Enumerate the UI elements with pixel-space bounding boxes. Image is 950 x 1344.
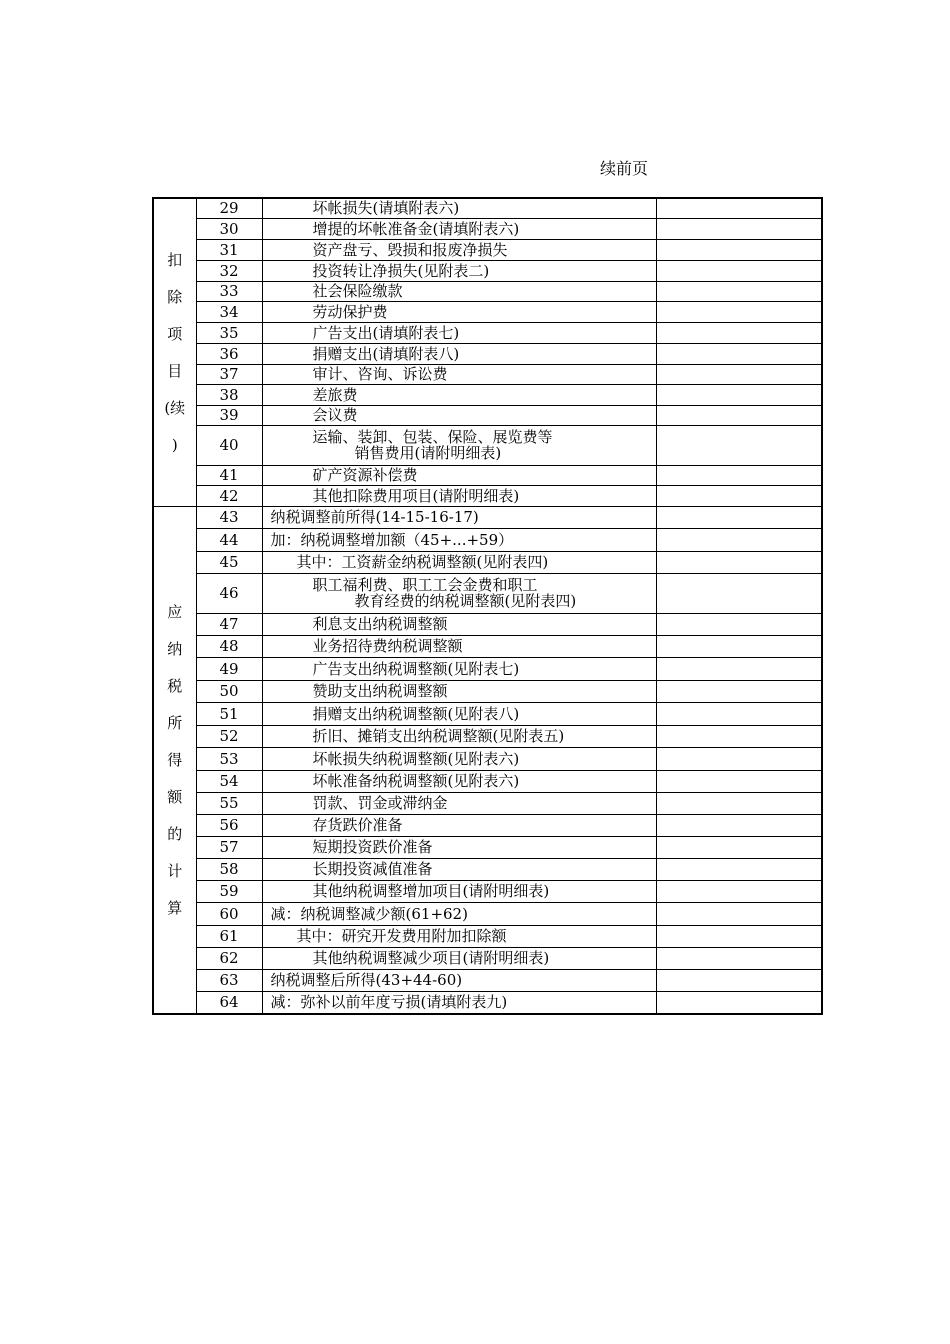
table-row (153, 551, 822, 573)
item-text: 加：纳税调整增加额（45+...+59） (270, 530, 514, 549)
item-description (262, 343, 656, 364)
amount-cell[interactable] (656, 551, 822, 573)
row-number: 59 (196, 880, 262, 902)
amount-cell[interactable] (656, 792, 822, 814)
table-row (153, 880, 822, 902)
row-number: 38 (196, 384, 262, 405)
row-number: 57 (196, 836, 262, 858)
item-description (262, 506, 656, 528)
table-row (153, 465, 822, 485)
amount-cell[interactable] (656, 528, 822, 551)
item-description (262, 528, 656, 551)
amount-cell[interactable] (656, 506, 822, 528)
section-char: 额 (167, 787, 183, 806)
table-row (153, 858, 822, 880)
row-number: 41 (196, 465, 262, 485)
continued-label: 续前页 (600, 159, 649, 178)
row-number: 52 (196, 725, 262, 747)
table-row (153, 364, 822, 384)
table-row (153, 680, 822, 702)
amount-cell[interactable] (656, 364, 822, 384)
section-char: 税 (167, 676, 183, 695)
row-number: 36 (196, 343, 262, 364)
table-row (153, 836, 822, 858)
table-row (153, 384, 822, 405)
section-char: 纳 (167, 639, 183, 658)
item-description (262, 902, 656, 925)
section-char: 得 (167, 750, 183, 769)
table-row (153, 218, 822, 239)
row-number: 42 (196, 485, 262, 506)
item-description (262, 364, 656, 384)
item-description (262, 573, 656, 613)
item-text: 坏帐损失纳税调整额(见附表六) (312, 749, 520, 768)
item-description (262, 465, 656, 485)
row-number: 33 (196, 281, 262, 301)
amount-cell[interactable] (656, 635, 822, 657)
row-number: 47 (196, 613, 262, 635)
amount-cell[interactable] (656, 880, 822, 902)
section-char: 所 (167, 713, 183, 732)
amount-cell[interactable] (656, 301, 822, 322)
item-description (262, 702, 656, 725)
amount-cell[interactable] (656, 814, 822, 836)
row-number: 32 (196, 260, 262, 281)
item-text: 差旅费 (312, 385, 358, 404)
item-description (262, 322, 656, 343)
item-text: 业务招待费纳税调整额 (312, 637, 463, 655)
section-char: 计 (167, 861, 183, 880)
item-description (262, 485, 656, 506)
table-row (153, 322, 822, 343)
item-description (262, 198, 656, 218)
amount-cell[interactable] (656, 405, 822, 425)
item-description (262, 747, 656, 770)
row-number: 56 (196, 814, 262, 836)
table-row (153, 425, 822, 465)
row-number: 63 (196, 969, 262, 991)
amount-cell[interactable] (656, 969, 822, 991)
item-description (262, 613, 656, 635)
table-row (153, 969, 822, 991)
item-text: 存货跌价准备 (312, 816, 403, 834)
table-row (153, 925, 822, 947)
item-text: 会议费 (312, 406, 358, 424)
item-description (262, 657, 656, 680)
table-row (153, 702, 822, 725)
table-row (153, 814, 822, 836)
table-row (153, 947, 822, 969)
item-text: 劳动保护费 (312, 302, 388, 321)
item-description (262, 425, 656, 465)
row-number: 37 (196, 364, 262, 384)
item-text: 其中：工资薪金纳税调整额(见附表四) (296, 553, 549, 571)
row-number: 54 (196, 770, 262, 792)
item-description (262, 405, 656, 425)
item-text: 坏帐准备纳税调整额(见附表六) (312, 772, 520, 790)
table-row (153, 991, 822, 1014)
item-description (262, 551, 656, 573)
item-text: 广告支出纳税调整额(见附表七) (312, 659, 520, 678)
table-row (153, 613, 822, 635)
amount-cell[interactable] (656, 198, 822, 218)
table-row (153, 747, 822, 770)
amount-cell[interactable] (656, 702, 822, 725)
amount-cell[interactable] (656, 947, 822, 969)
amount-cell[interactable] (656, 239, 822, 260)
item-text: 赞助支出纳税调整额 (312, 682, 448, 700)
table-row (153, 343, 822, 364)
amount-cell[interactable] (656, 260, 822, 281)
row-number: 53 (196, 747, 262, 770)
row-number: 61 (196, 925, 262, 947)
row-number: 29 (196, 198, 262, 218)
item-text: 捐赠支出(请填附表八) (312, 344, 460, 363)
item-description (262, 281, 656, 301)
item-description (262, 725, 656, 747)
row-number: 31 (196, 239, 262, 260)
item-description (262, 925, 656, 947)
item-description (262, 792, 656, 814)
item-description (262, 770, 656, 792)
row-number: 49 (196, 657, 262, 680)
row-number: 40 (196, 425, 262, 465)
amount-cell[interactable] (656, 680, 822, 702)
item-description (262, 239, 656, 260)
item-description (262, 858, 656, 880)
amount-cell[interactable] (656, 991, 822, 1014)
table-row (153, 573, 822, 613)
table-row (153, 281, 822, 301)
amount-cell[interactable] (656, 613, 822, 635)
item-text: 其他纳税调整增加项目(请附明细表) (312, 882, 550, 900)
amount-cell[interactable] (656, 343, 822, 364)
section-char: 除 (167, 287, 183, 306)
amount-cell[interactable] (656, 925, 822, 947)
item-description (262, 384, 656, 405)
row-number: 48 (196, 635, 262, 657)
section-char: (续 (164, 398, 186, 417)
table-row (153, 725, 822, 747)
amount-cell[interactable] (656, 218, 822, 239)
item-text: 运输、装卸、包装、保险、展览费等 (312, 428, 553, 446)
row-number: 51 (196, 702, 262, 725)
item-text: 减：纳税调整减少额(61+62) (270, 904, 468, 923)
row-number: 39 (196, 405, 262, 425)
amount-cell[interactable] (656, 725, 822, 747)
item-text: 销售费用(请附明细表) (354, 444, 502, 462)
amount-cell[interactable] (656, 902, 822, 925)
item-text: 审计、咨询、诉讼费 (312, 365, 448, 383)
item-text: 其他扣除费用项目(请附明细表) (312, 486, 520, 505)
item-description (262, 991, 656, 1014)
table-row (153, 260, 822, 281)
item-text: 社会保险缴款 (312, 282, 403, 300)
amount-cell[interactable] (656, 485, 822, 506)
row-number: 35 (196, 322, 262, 343)
item-text: 短期投资跌价准备 (312, 838, 433, 856)
item-text: 广告支出(请填附表七) (312, 323, 460, 342)
section-char: 的 (167, 824, 183, 843)
row-number: 44 (196, 528, 262, 551)
table-row (153, 770, 822, 792)
amount-cell[interactable] (656, 384, 822, 405)
table-row (153, 485, 822, 506)
table-row (153, 528, 822, 551)
amount-cell[interactable] (656, 281, 822, 301)
row-number: 62 (196, 947, 262, 969)
item-description (262, 635, 656, 657)
table-row (153, 506, 822, 528)
item-description (262, 880, 656, 902)
tax-adjustment-table (152, 197, 823, 1015)
item-text: 其中：研究开发费用附加扣除额 (296, 927, 507, 945)
item-description (262, 301, 656, 322)
amount-cell[interactable] (656, 573, 822, 613)
amount-cell[interactable] (656, 858, 822, 880)
item-text: 罚款、罚金或滞纳金 (312, 794, 448, 812)
item-text: 矿产资源补偿费 (312, 466, 418, 484)
row-number: 45 (196, 551, 262, 573)
item-text: 其他纳税调整减少项目(请附明细表) (312, 949, 550, 967)
section-char: 项 (167, 324, 183, 343)
table-row (153, 792, 822, 814)
item-text: 增提的坏帐准备金(请填附表六) (312, 219, 520, 238)
table-row (153, 301, 822, 322)
item-description (262, 969, 656, 991)
item-description (262, 260, 656, 281)
row-number: 43 (196, 506, 262, 528)
item-text: 投资转让净损失(见附表二) (312, 261, 490, 280)
item-text: 职工福利费、职工工会金费和职工 (312, 576, 538, 594)
item-text: 捐赠支出纳税调整额(见附表八) (312, 704, 520, 723)
amount-cell[interactable] (656, 836, 822, 858)
section-label-deductions (153, 198, 196, 506)
amount-cell[interactable] (656, 425, 822, 465)
item-description (262, 947, 656, 969)
item-text: 资产盘亏、毁损和报废净损失 (312, 240, 508, 259)
section-char: 算 (167, 898, 183, 917)
table-row (153, 635, 822, 657)
item-text: 利息支出纳税调整额 (312, 615, 448, 633)
row-number: 64 (196, 991, 262, 1014)
section-char: 应 (167, 602, 183, 621)
table-row (153, 902, 822, 925)
amount-cell[interactable] (656, 465, 822, 485)
section-char: 目 (167, 361, 183, 380)
row-number: 46 (196, 573, 262, 613)
amount-cell[interactable] (656, 657, 822, 680)
item-text: 减：弥补以前年度亏损(请填附表九) (270, 993, 508, 1012)
table-row (153, 239, 822, 260)
table-row (153, 198, 822, 218)
amount-cell[interactable] (656, 770, 822, 792)
item-text: 纳税调整后所得(43+44-60) (270, 971, 463, 989)
item-description (262, 836, 656, 858)
item-text: 纳税调整前所得(14-15-16-17) (270, 508, 479, 526)
section-label-taxable-income (153, 506, 196, 1014)
section-char: ) (171, 435, 178, 454)
row-number: 58 (196, 858, 262, 880)
row-number: 55 (196, 792, 262, 814)
item-description (262, 218, 656, 239)
amount-cell[interactable] (656, 322, 822, 343)
item-text: 教育经费的纳税调整额(见附表四) (354, 592, 577, 610)
row-number: 50 (196, 680, 262, 702)
item-description (262, 814, 656, 836)
item-text: 坏帐损失(请填附表六) (312, 199, 460, 218)
table-row (153, 657, 822, 680)
row-number: 30 (196, 218, 262, 239)
row-number: 34 (196, 301, 262, 322)
item-description (262, 680, 656, 702)
row-number: 60 (196, 902, 262, 925)
table-row (153, 405, 822, 425)
amount-cell[interactable] (656, 747, 822, 770)
item-text: 折旧、摊销支出纳税调整额(见附表五) (312, 727, 565, 745)
item-text: 长期投资减值准备 (312, 860, 433, 878)
section-char: 扣 (167, 250, 183, 269)
